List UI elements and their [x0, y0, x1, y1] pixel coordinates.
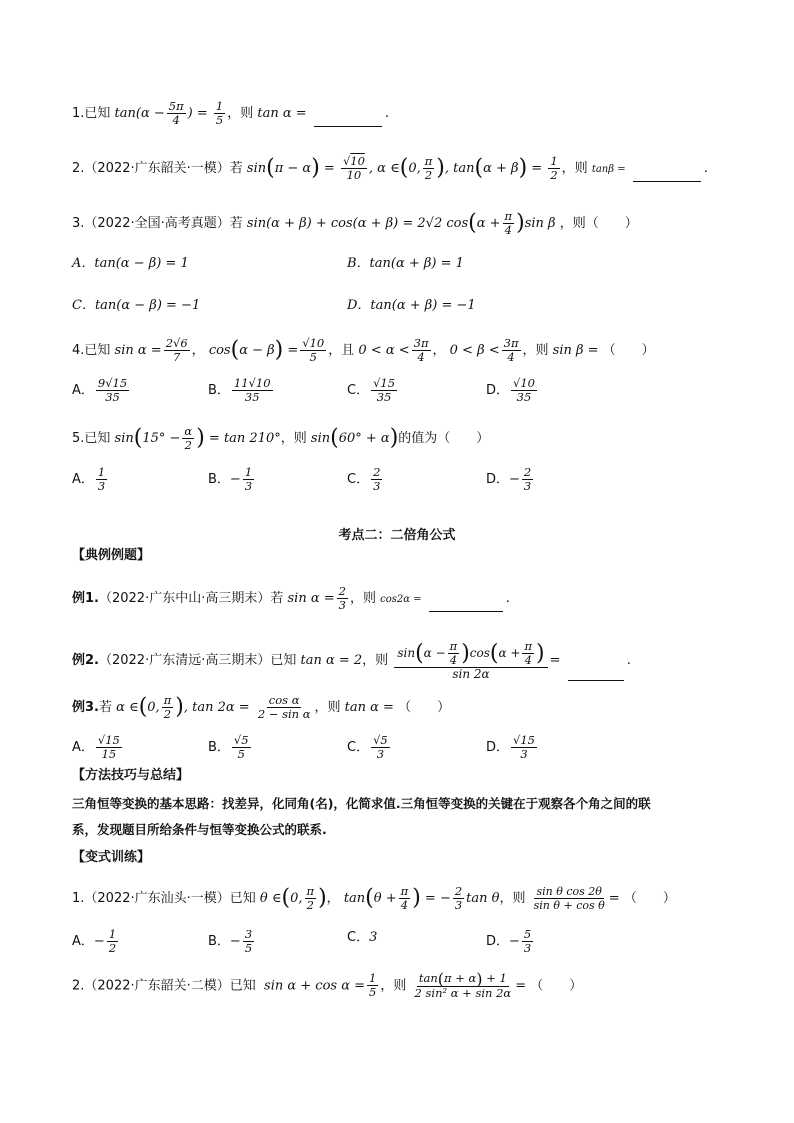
question-2: 2.（2022·广东韶关·一模）若 sin(π − α) = $\frac{√10}{10}$ , α ∈(0, $\frac{\pi}{2}$ ), tan(α + β) = $\frac{1}{2}$ ，则 tanβ = . [72, 154, 708, 182]
v1-option-c[interactable] [347, 928, 377, 948]
q5-mid: 的值为（ ） [398, 431, 490, 446]
option-denominator: 3 [523, 479, 532, 493]
option-numerator: 1 [97, 465, 106, 479]
ex1-answer-blank[interactable] [429, 597, 503, 612]
q4-prefix: 4.已知 [72, 343, 111, 358]
q5-option-a[interactable] [72, 466, 109, 493]
v1-option-b[interactable]: B．− $\frac{3}{5}$ [208, 927, 253, 955]
v1-tail: ，则 [499, 891, 526, 906]
typical-examples-label: 【典例例题】 [72, 548, 151, 563]
q5-option-d[interactable] [486, 466, 535, 493]
q3-option-d[interactable]: D．tan(α + β) = −1 [347, 298, 476, 313]
option-numerator: √15 [513, 733, 535, 747]
v2-tail: ，则 [380, 978, 407, 994]
ex3-paren: （ ） [398, 700, 451, 715]
q3-tail: ，则（ ） [559, 216, 638, 231]
ex3-option-d[interactable] [486, 734, 539, 761]
method-line-1: 三角恒等变换的基本思路：找差异，化同角(名)，化简求值.三角恒等变换的关键在于观察各个角之间的联 [72, 796, 651, 811]
q4-option-b[interactable] [208, 377, 275, 404]
option-label: B． [208, 472, 230, 487]
q2-answer-blank[interactable] [633, 167, 701, 182]
q1-answer-blank[interactable] [314, 112, 382, 127]
q3-prefix: 3.（2022·全国·高考真题）若 [72, 216, 243, 231]
option-numerator: √10 [513, 376, 535, 390]
option-denominator: 3 [376, 747, 385, 761]
option-denominator: 3 [244, 479, 253, 493]
option-numerator: √5 [373, 733, 388, 747]
option-denominator: 35 [376, 390, 392, 404]
ex3-option-a[interactable] [72, 734, 124, 761]
ex2-answer-blank[interactable] [568, 666, 624, 681]
q3-option-a[interactable]: A．tan(α − β) = 1 [72, 256, 189, 271]
method-line-2: 系，发现题目所给条件与恒等变换公式的联系. [72, 822, 327, 837]
ex3-answer-label: tan α = [344, 700, 394, 715]
option-label: B． [208, 740, 230, 755]
ex3-prefix: 例3. [72, 700, 99, 715]
q2-tail: ，则 [561, 161, 588, 176]
option-label: A． [72, 740, 94, 755]
option-label: B． [208, 383, 230, 398]
q5-tail: ，则 [280, 431, 307, 446]
example-2: 例2.（2022·广东清远·高三期末）已知 tan α = 2，则 sin(α − $\frac{\pi}{4}$ )cos(α + $\frac{\pi}{4}$ ) sin 2α = . [72, 639, 631, 681]
option-label: A． [72, 472, 94, 487]
q1-prefix: 1.已知 [72, 106, 111, 121]
option-numerator: √15 [373, 376, 396, 390]
option-denominator: 35 [516, 390, 532, 404]
option-numerator: √15 [97, 733, 120, 747]
q4-paren: （ ） [602, 343, 655, 358]
ex2-prefix: 例2. [72, 653, 99, 668]
ex1-prefix: 例1. [72, 591, 99, 606]
option-label: C． [347, 930, 370, 945]
option-label: C． [347, 740, 370, 755]
v1-prefix: 1.（2022·广东汕头·一模）已知 [72, 891, 256, 906]
option-value: 3 [369, 930, 378, 945]
v1-paren: （ ） [623, 891, 676, 906]
ex2-source: （2022·广东清远·高三期末）已知 [98, 653, 297, 668]
v1-option-d[interactable]: D．− $\frac{5}{3}$ [486, 927, 532, 955]
example-1: 例1.（2022·广东中山·高三期末）若 sin α = $\frac{2}{3}$ ，则 cos2α = . [72, 584, 510, 612]
option-numerator: 2 [373, 465, 381, 479]
q5-prefix: 5.已知 [72, 431, 111, 446]
option-numerator: 2 [523, 465, 532, 479]
method-label: 【方法技巧与总结】 [72, 768, 190, 783]
v1-option-a[interactable]: A．− $\frac{1}{2}$ [72, 927, 117, 955]
q4-tail: ，则 [522, 343, 549, 358]
option-denominator: 35 [105, 390, 120, 404]
variant-1: 1.（2022·广东汕头·一模）已知 θ ∈(0, $\frac{\pi}{2}$ )， tan(θ + $\frac{\pi}{4}$ ) = − $\frac{2}{3}$ tan θ，则 $\frac{\text{sin θ cos 2θ}}{\text{sin θ + cos θ}}$ = （ ） [72, 884, 676, 912]
option-numerator: 1 [244, 465, 253, 479]
q1-tail: ，则 [227, 106, 254, 121]
option-denominator: 3 [97, 479, 106, 493]
option-denominator: 3 [373, 479, 381, 493]
q2-answer-label: tanβ = [591, 164, 626, 175]
ex3-option-b[interactable] [208, 734, 253, 761]
q4-option-c[interactable] [347, 377, 399, 404]
option-denominator: 3 [520, 747, 528, 761]
variant-label: 【变式训练】 [72, 850, 151, 865]
option-label: D． [486, 472, 510, 487]
q5-option-c[interactable] [347, 466, 384, 493]
option-label: A． [72, 383, 94, 398]
q3-option-c[interactable]: C．tan(α − β) = −1 [72, 298, 201, 313]
option-label: D． [486, 740, 510, 755]
q5-option-b[interactable] [208, 466, 256, 493]
option-label: D． [486, 934, 510, 949]
q4-answer-label: sin β = [552, 343, 599, 358]
question-5: 5.已知 sin(15° − $\frac{\alpha}{2}$ ) = tan 210°，则 sin(60° + α)的值为（ ） [72, 424, 490, 452]
ex3-source: 若 [98, 700, 112, 715]
option-label: B． [208, 934, 230, 949]
q2-prefix: 2.（2022·广东韶关·一模）若 [72, 161, 243, 176]
question-3: 3.（2022·全国·高考真题）若 sin(α + β) + cos(α + β) = 2√2 cos(α + $\frac{\pi}{4}$ )sin β ，则（ ） [72, 209, 638, 237]
question-1: 1.已知 tan(α − $\frac{5\pi}{4}$ ) = $\frac{1}{5}$ ，则 tan α = . [72, 99, 389, 127]
q1-answer-label: tan α = [257, 106, 307, 121]
option-sign: − [229, 472, 241, 487]
option-numerator: 9√15 [97, 376, 128, 390]
ex1-tail: ，则 [349, 591, 376, 606]
option-label: C． [347, 383, 370, 398]
q3-option-b[interactable]: B．tan(α + β) = 1 [347, 256, 464, 271]
option-denominator: 5 [237, 747, 245, 761]
example-3: 例3.若 α ∈(0, $\frac{\pi}{2}$ ), tan 2α = $\frac{\text{cos α}}{\text{2 − sin α}}$ ，则 tan α = （ ） [72, 693, 451, 721]
option-label: A． [72, 934, 94, 949]
v2-paren: （ ） [530, 978, 583, 994]
option-denominator: 35 [244, 390, 260, 404]
ex2-tail: ，则 [362, 653, 389, 668]
q4-option-d[interactable] [486, 377, 539, 404]
option-sign: − [509, 472, 520, 487]
ex3-option-c[interactable] [347, 734, 392, 761]
q4-option-a[interactable] [72, 377, 131, 404]
v2-prefix: 2.（2022·广东韶关·二模）已知 [72, 978, 256, 994]
option-label: C． [347, 472, 370, 487]
ex1-source: （2022·广东中山·高三期末）若 [98, 591, 284, 606]
option-numerator: 11√10 [233, 376, 271, 390]
option-label: D． [486, 383, 510, 398]
option-numerator: √5 [233, 733, 249, 747]
ex3-tail: ，则 [314, 700, 341, 715]
ex1-answer-label: cos2α = [380, 594, 422, 605]
option-denominator: 15 [101, 747, 117, 761]
variant-2: 2.（2022·广东韶关·二模）已知 sin α + cos α = $\frac{1}{5}$ ，则 $\frac{\tan(\pi + \alpha) + 1}{\text{2 sin² α + sin 2α}}$ = （ ） [72, 969, 583, 1000]
section-title: 考点二：二倍角公式 [338, 528, 456, 543]
question-4: 4.已知 sin α = $\frac{2√6}{7}$ ， cos(α − β) = $\frac{√10}{5}$ ，且 0 < α < $\frac{3\pi}{4}$ ， 0 < β < $\frac{3\pi}{4}$ ，则 sin β = （ ） [72, 336, 655, 364]
